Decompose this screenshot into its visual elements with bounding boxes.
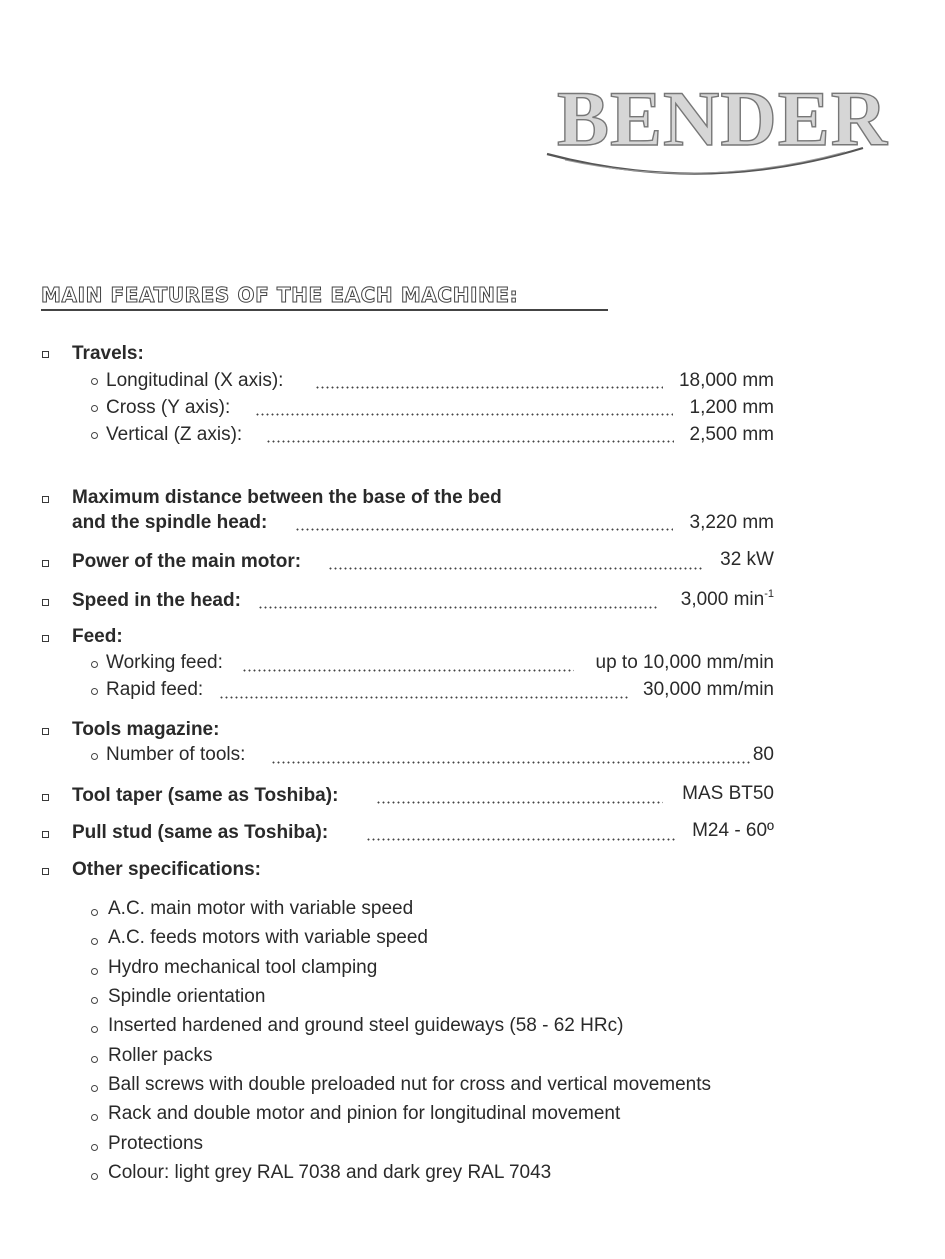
- list-item: Protections: [108, 1133, 204, 1154]
- spec-label: Cross (Y axis):: [106, 397, 231, 418]
- list-item: Rack and double motor and pinion for longitudinal movement: [108, 1103, 621, 1124]
- list-item: Spindle orientation: [108, 986, 266, 1007]
- list-item: A.C. main motor with variable speed: [108, 898, 414, 919]
- spec-value: M24 - 60º: [692, 820, 774, 841]
- spec-value: 80: [752, 744, 774, 765]
- circle-bullet-icon: [91, 688, 98, 695]
- spec-value: MAS BT50: [682, 783, 774, 804]
- spec-label: Longitudinal (X axis):: [106, 370, 284, 391]
- list-item: A.C. feeds motors with variable speed: [108, 927, 428, 948]
- checkbox-bullet-icon: [42, 635, 49, 642]
- travels-heading: Travels:: [72, 343, 144, 364]
- page-heading: MAIN FEATURES OF THE EACH MACHINE:: [41, 283, 519, 307]
- spec-label: Tool taper (same as Toshiba):: [72, 785, 339, 806]
- circle-bullet-icon: [91, 1173, 98, 1180]
- spec-value: up to 10,000 mm/min: [595, 652, 774, 673]
- dot-leader: [295, 528, 673, 531]
- spec-value: 3,220 mm: [689, 512, 774, 533]
- circle-bullet-icon: [91, 938, 98, 945]
- tools-magazine-heading: Tools magazine:: [72, 719, 220, 740]
- checkbox-bullet-icon: [42, 794, 49, 801]
- checkbox-bullet-icon: [42, 351, 49, 358]
- logo-wordmark: BENDER: [557, 75, 889, 162]
- circle-bullet-icon: [91, 378, 98, 385]
- other-specs-heading: Other specifications:: [72, 859, 261, 880]
- dot-leader: [315, 386, 663, 389]
- feed-heading: Feed:: [72, 626, 123, 647]
- spec-label: Pull stud (same as Toshiba):: [72, 822, 329, 843]
- spec-value: 1,200 mm: [689, 397, 774, 418]
- dot-leader: [255, 413, 673, 416]
- circle-bullet-icon: [91, 1026, 98, 1033]
- checkbox-bullet-icon: [42, 868, 49, 875]
- checkbox-bullet-icon: [42, 560, 49, 567]
- spec-value: 3,000 $\min^{-1}$: [680, 588, 774, 610]
- list-item: Colour: light grey RAL 7038 and dark grey RAL 7043: [108, 1162, 552, 1183]
- spec-label: Maximum distance between the base of the bed: [72, 487, 502, 508]
- list-item: Inserted hardened and ground steel guideways (58 - 62 HRc): [108, 1015, 624, 1036]
- dot-leader: [376, 801, 663, 804]
- spec-label: Vertical (Z axis):: [106, 424, 243, 445]
- dot-leader: [366, 838, 676, 841]
- circle-bullet-icon: [91, 997, 98, 1004]
- checkbox-bullet-icon: [42, 599, 49, 606]
- spec-label: Number of tools:: [106, 744, 246, 765]
- circle-bullet-icon: [91, 753, 98, 760]
- checkbox-bullet-icon: [42, 728, 49, 735]
- checkbox-bullet-icon: [42, 496, 49, 503]
- spec-label: Speed in the head:: [72, 590, 241, 611]
- spec-label: Rapid feed:: [106, 679, 204, 700]
- circle-bullet-icon: [91, 1085, 98, 1092]
- dot-leader: [271, 761, 752, 764]
- list-item: Roller packs: [108, 1045, 213, 1066]
- spec-value: 30,000 mm/min: [643, 679, 774, 700]
- circle-bullet-icon: [91, 968, 98, 975]
- spec-label: and the spindle head:: [72, 512, 268, 533]
- heading-underline: [41, 309, 608, 311]
- dot-leader: [219, 696, 629, 699]
- spec-value: 18,000 mm: [678, 370, 774, 391]
- checkbox-bullet-icon: [42, 831, 49, 838]
- circle-bullet-icon: [91, 909, 98, 916]
- dot-leader: [328, 567, 703, 570]
- spec-value: 32 kW: [720, 549, 774, 570]
- circle-bullet-icon: [91, 432, 98, 439]
- logo-swoosh-icon: [545, 138, 865, 188]
- list-item: Ball screws with double preloaded nut for cross and vertical movements: [108, 1074, 712, 1095]
- list-item: Hydro mechanical tool clamping: [108, 957, 378, 978]
- spec-label: Power of the main motor:: [72, 551, 302, 572]
- dot-leader: [258, 606, 658, 609]
- circle-bullet-icon: [91, 661, 98, 668]
- spec-label: Working feed:: [106, 652, 223, 673]
- circle-bullet-icon: [91, 1056, 98, 1063]
- spec-value: 2,500 mm: [689, 424, 774, 445]
- circle-bullet-icon: [91, 1144, 98, 1151]
- bender-logo: [545, 75, 889, 190]
- dot-leader: [266, 440, 674, 443]
- circle-bullet-icon: [91, 405, 98, 412]
- dot-leader: [242, 669, 574, 672]
- circle-bullet-icon: [91, 1114, 98, 1121]
